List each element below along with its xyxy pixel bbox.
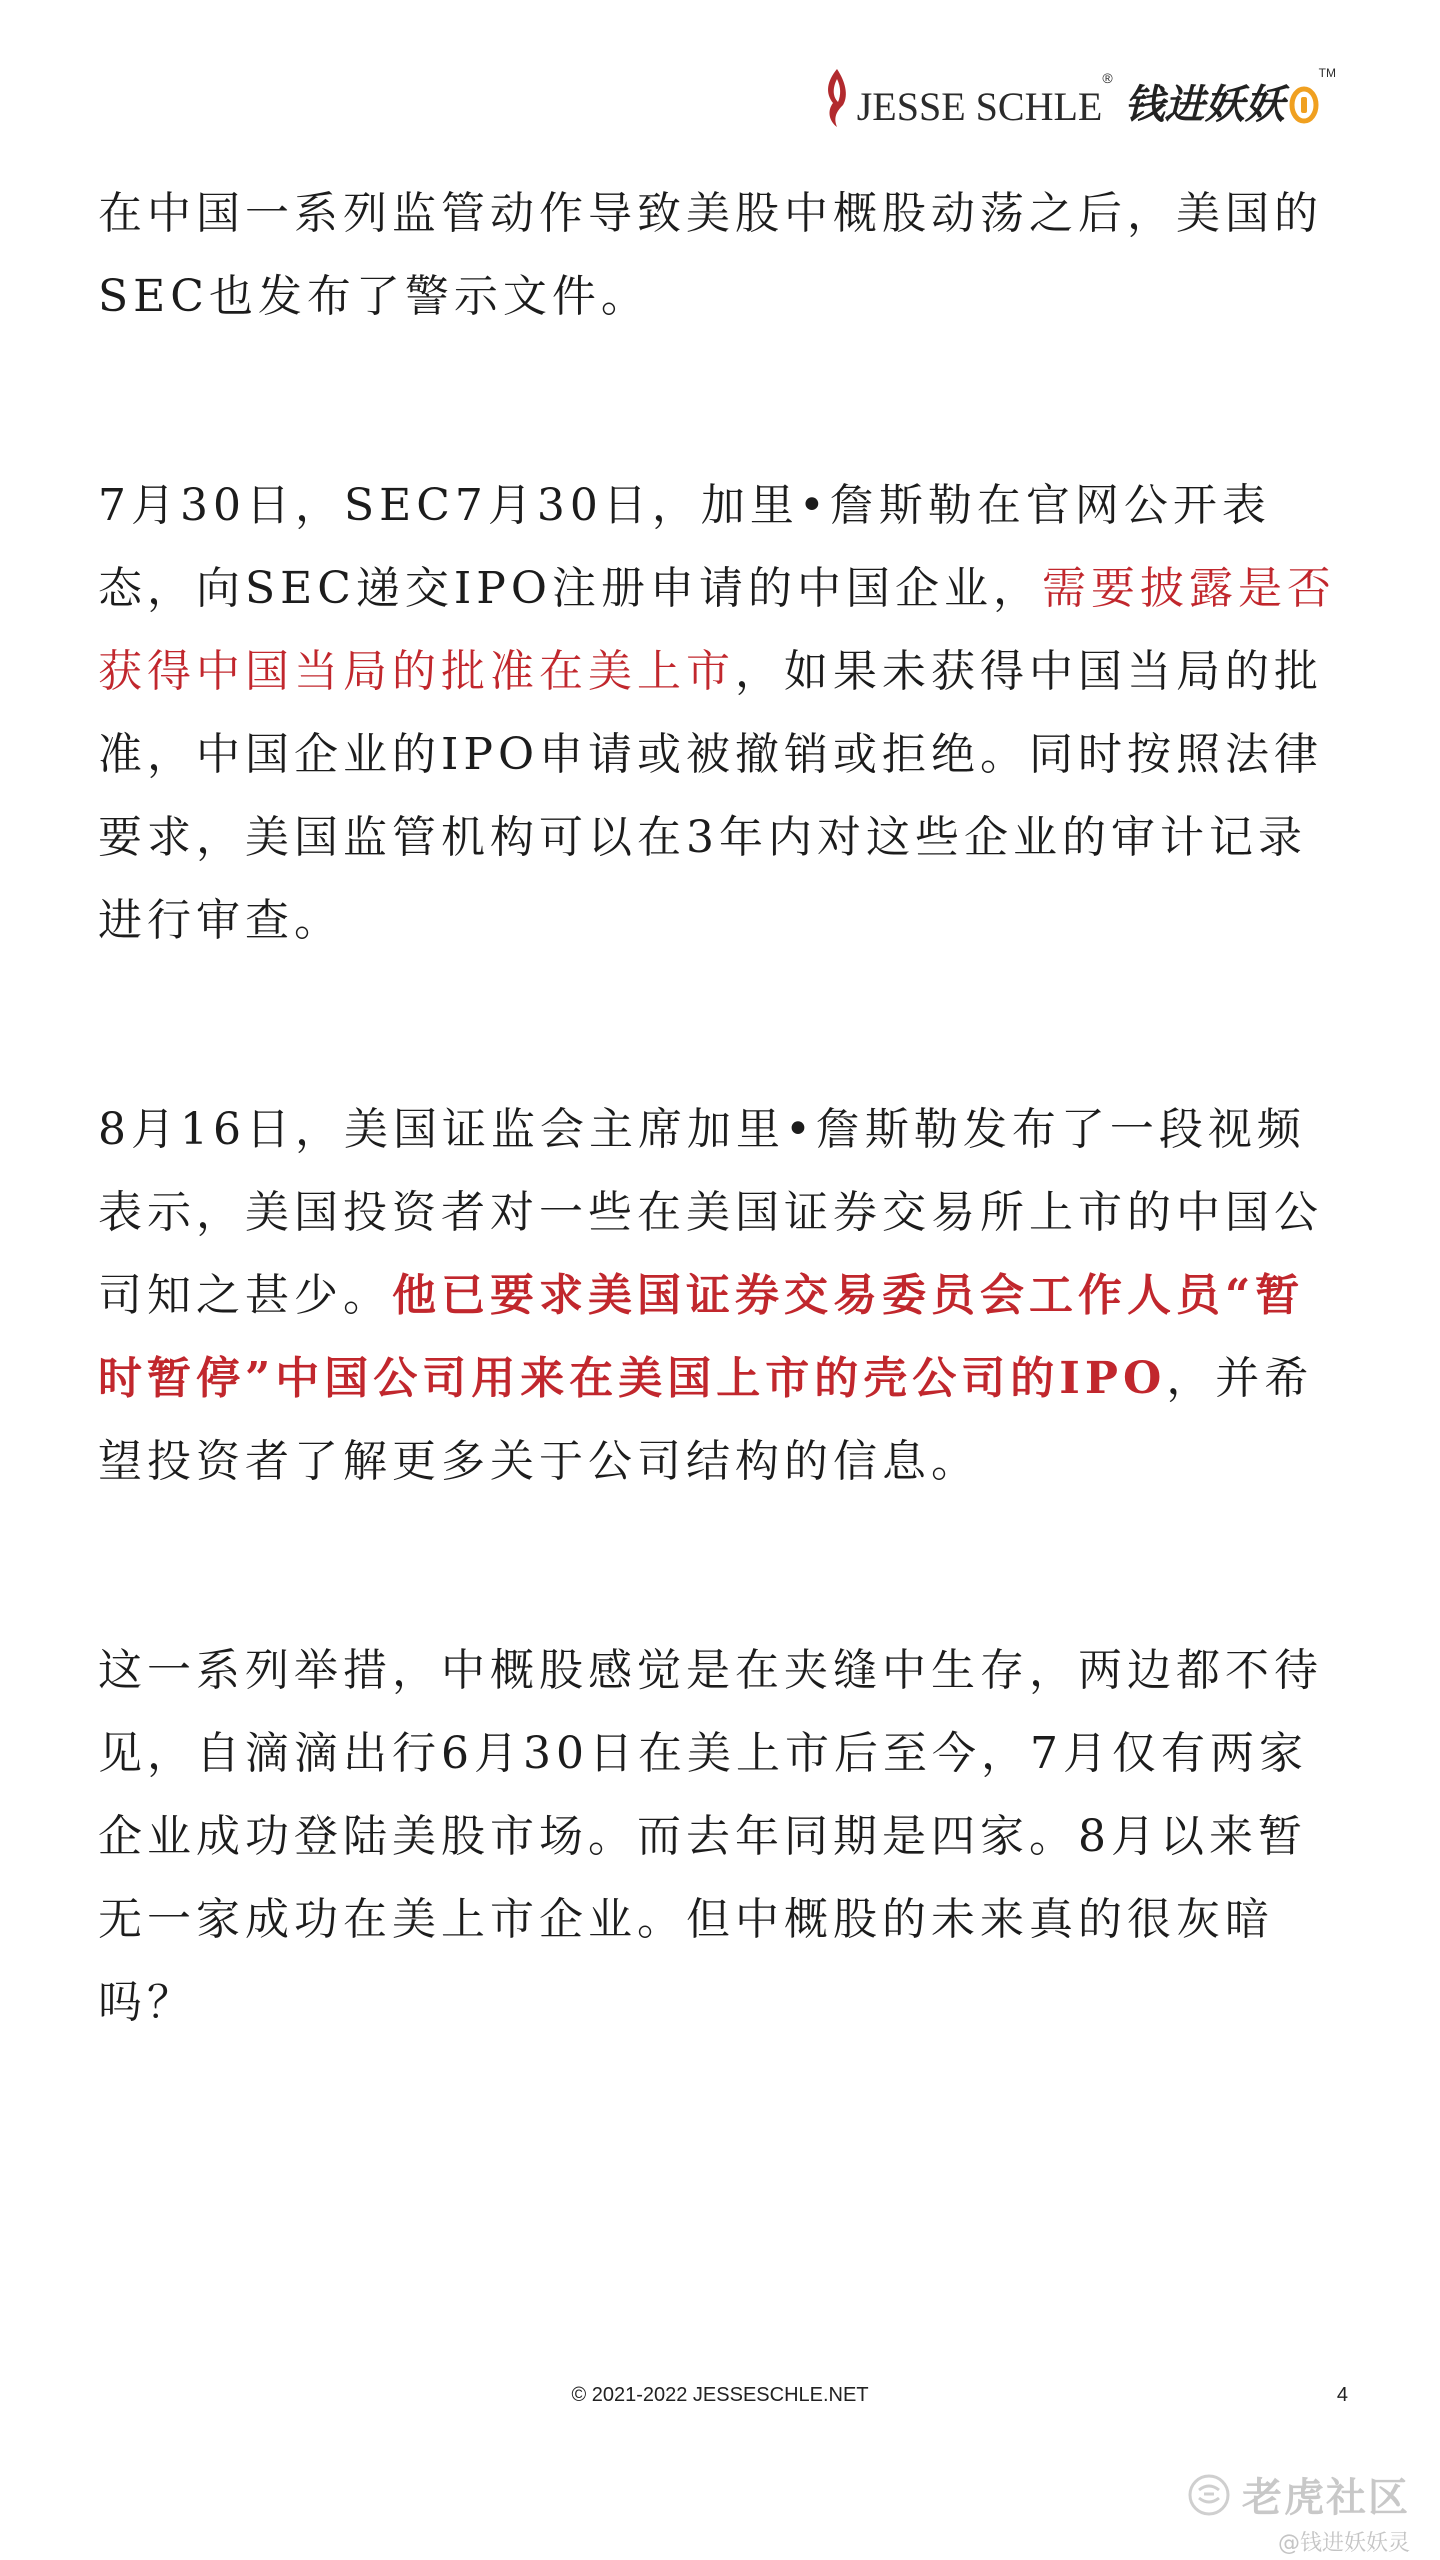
highlighted-bold-text: 他已要求美国证券交易委员会工作人员“暂时暂停”中国公司用来在美国上市的壳公司的IPO bbox=[98, 1270, 1305, 1404]
page-header bbox=[823, 62, 1336, 134]
text-segment: 在中国一系列监管动作导致美股中概股动荡之后，美国的SEC也发布了警示文件。 bbox=[98, 188, 1323, 322]
coin-icon bbox=[1289, 85, 1319, 125]
text-segment: 7月30日，SEC7月30日，加里•詹斯勒在官网公开表态，向SEC递交IPO注册申请的中国企业， bbox=[98, 480, 1271, 614]
highlighted-text: 需要披露是否获得中国当局的批准在美上市 bbox=[98, 563, 1336, 697]
article-body bbox=[98, 172, 1348, 2044]
paragraph-sec-july bbox=[98, 464, 1348, 962]
page-footer bbox=[0, 2384, 1440, 2414]
paragraph-intro bbox=[98, 172, 1348, 338]
paragraph-conclusion bbox=[98, 1629, 1348, 2044]
flame-logo-icon bbox=[823, 67, 849, 129]
watermark-handle: @钱进妖妖灵 bbox=[1277, 2531, 1410, 2556]
logo-text: JESSE SCHLE bbox=[856, 84, 1103, 129]
page-number: 4 bbox=[1336, 2384, 1348, 2406]
text-segment: ，并希望投资者了解更多关于公司结构的信息。 bbox=[98, 1353, 1314, 1487]
watermark-brand: 老虎社区 bbox=[1242, 2475, 1410, 2521]
copyright-text: © 2021-2022 JESSESCHLE.NET bbox=[571, 2384, 869, 2406]
paragraph-sec-august bbox=[98, 1088, 1348, 1503]
trademark-mark: TM bbox=[1318, 66, 1336, 80]
text-segment: 这一系列举措，中概股感觉是在夹缝中生存，两边都不待见，自滴滴出行6月30日在美上市后至今，7月仅有两家企业成功登陆美股市场。而去年同期是四家。8月以来暂无一家成功在美上市企业。但中概股的未来真的很灰暗吗？ bbox=[98, 1645, 1323, 2028]
watermark bbox=[1186, 2466, 1410, 2523]
tiger-logo-icon bbox=[1186, 2472, 1232, 2518]
logo-chinese-text: 钱进妖妖 bbox=[1124, 82, 1285, 128]
text-segment: 8月16日，美国证监会主席加里•詹斯勒发布了一段视频表示，美国投资者对一些在美国证券交易所上市的中国公司知之甚少。 bbox=[98, 1104, 1323, 1321]
registered-mark: ® bbox=[1102, 70, 1113, 86]
text-segment: ，如果未获得中国当局的批准，中国企业的IPO申请或被撤销或拒绝。同时按照法律要求，美国监管机构可以在3年内对这些企业的审计记录进行审查。 bbox=[98, 646, 1324, 946]
